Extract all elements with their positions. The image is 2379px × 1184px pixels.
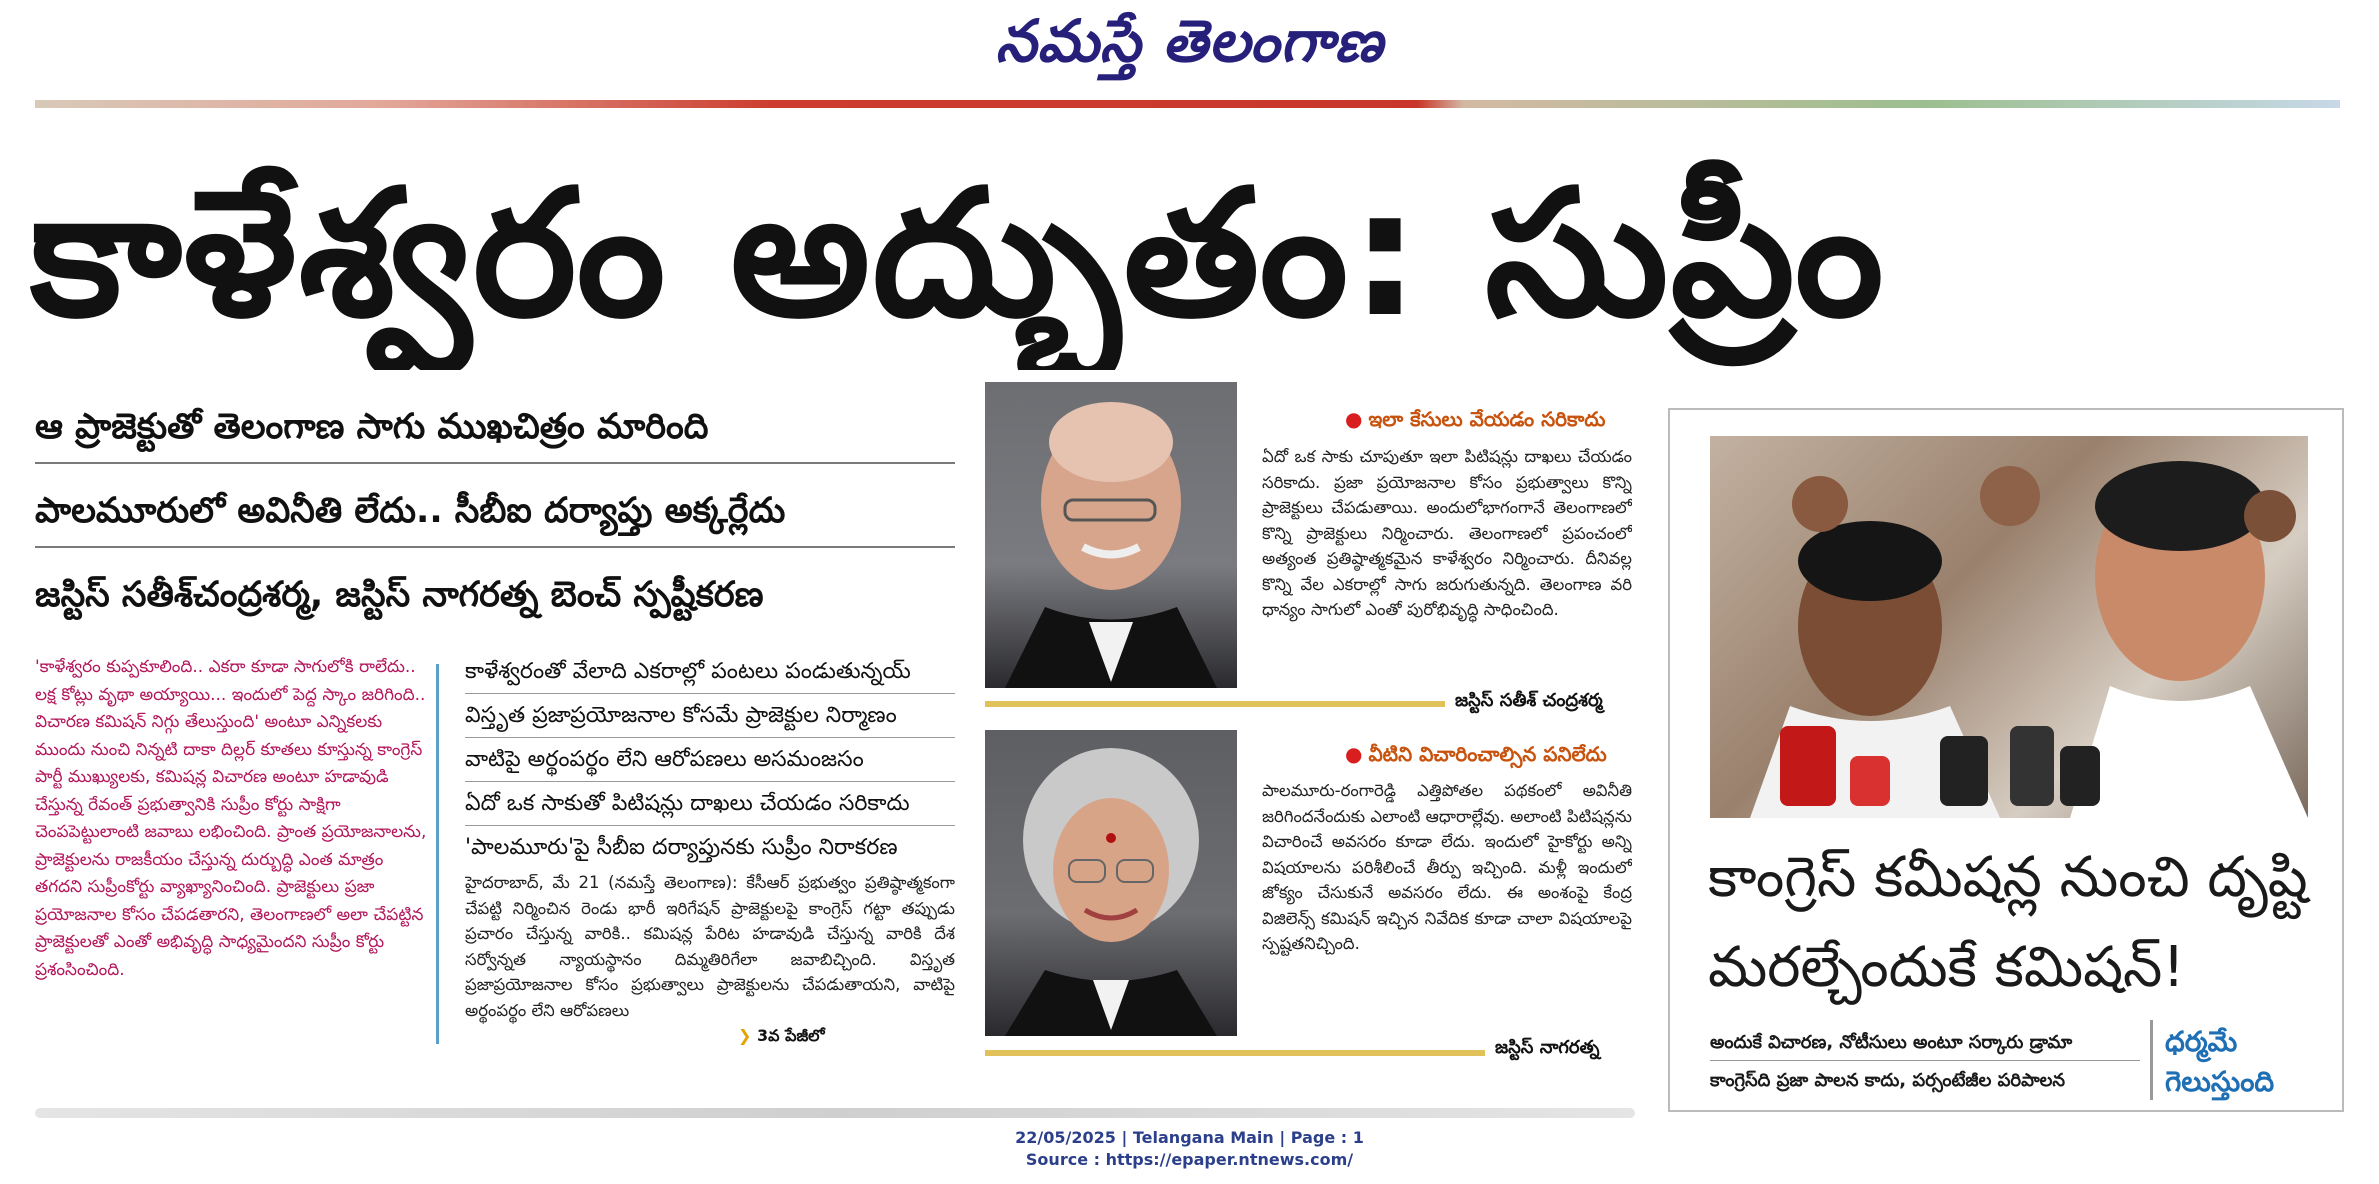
key-point: 'పాలమూరు'పై సీబీఐ దర్యాప్తునకు సుప్రీం నిరాకరణ [465, 835, 898, 860]
main-headline: కాళేశ్వరం అద్భుతం: సుప్రీం [30, 153, 1886, 356]
quote-1-text: ఏదో ఒక సాకు చూపుతూ ఇలా పిటిషన్లు దాఖలు చేయడం సరికాదు. ప్రజా ప్రయోజనాల కోసం ప్రభుత్వాలు కొన్ని ప్రాజెక్టులు చేపడుతాయి. అందులోభాగంగానే తెలంగాణలో కొన్ని ప్రాజెక్టులు నిర్మించారు. తెలంగాణలో ప్రపంచంలో అత్యంత ప్రతిష్ఠాత్మకమైన కాళేశ్వరం నిర్మించారు. దీనివల్ల కొన్ని వేల ఎకరాల్లో సాగు జరుగుతున్నది. తెలంగాణ వరి ధాన్యం సాగులో ఎంతో పురోభివృద్ధి సాధించింది. [1262, 447, 1632, 619]
press-meet-photo [1710, 436, 2308, 818]
divider [35, 462, 955, 464]
quote-2-text: పాలమూరు-రంగారెడ్డి ఎత్తిపోతల పథకంలో అవినీతి జరిగిందనేందుకు ఎలాంటి ఆధారాల్లేవు. అలాంటి పిటిషన్లను విచారించే అవసరం కూడా లేదు. ఇందులో హైకోర్టు అన్ని విషయాలను పరిశీలించే తీర్పు ఇచ్చింది. మళ్లీ ఇందులో జోక్యం చేసుకునే అవసరం లేదు. ఈ అంశంపై కేంద్ర విజిలెన్స్ కమిషన్ ఇచ్చిన నివేదిక కూడా చాలా విషయాలపై స్పష్టతనిచ్చింది. [1262, 781, 1632, 953]
subhead-3: జస్టిస్ సతీశ్‌చంద్రశర్మ, జస్టిస్ నాగరత్న బెంచ్ స్పష్టీకరణ [35, 575, 764, 615]
tag-line-2: గెలుస్తుంది [2165, 1065, 2275, 1098]
tag-line-1: ధర్మమే [2165, 1025, 2238, 1058]
dateline-paragraph: హైదరాబాద్, మే 21 (నమస్తే తెలంగాణ): కేసీఆర్ ప్రభుత్వం ప్రతిష్ఠాత్మకంగా చేపట్టి నిర్మించిన రెండు భారీ ఇరిగేషన్ ప్రాజెక్టులపై కాంగ్రెస్ గట్టా తప్పుడు ప్రచారం చేస్తున్న వారికి.. కమిషన్ల పేరిట హడావుడి చేస్తున్న వారికి దేశ సర్వోన్నత న్యాయస్థానం దిమ్మతిరిగేలా జవాబిచ్చింది. విస్తృత ప్రజాప్రయోజనాల కోసం ప్రభుత్వాలు ప్రాజెక్టులను చేపడుతాయని, వాటిపై అర్థంపర్థం లేని ఆరోపణలు [465, 873, 955, 1020]
portrait-illustration [985, 730, 1237, 1036]
quote-1-caption: జస్టిస్ సతీశ్ చంద్రశర్మ [1455, 690, 1603, 711]
footer-source-link[interactable]: Source : https://epaper.ntnews.com/ [1025, 1150, 1354, 1169]
continued-note[interactable] [738, 1026, 825, 1049]
justice-sharma-photo [985, 382, 1237, 688]
footer-edition-line: 22/05/2025 | Telangana Main | Page : 1 [1015, 1128, 1364, 1147]
key-point: విస్తృత ప్రజాప్రయోజనాల కోసమే ప్రాజెక్టుల నిర్మాణం [465, 694, 955, 738]
subhead-2: పాలమూరులో అవినీతి లేదు.. సీబీఐ దర్యాప్తు అక్కర్లేదు [35, 491, 786, 531]
quote-1-heading [1345, 407, 1605, 436]
tag-line [2165, 1022, 2274, 1102]
bullet-dot-icon: ● [1345, 407, 1363, 431]
portrait-illustration [985, 382, 1237, 688]
quote-2-caption: జస్టిస్ నాగరత్న [1495, 1037, 1600, 1058]
top-photo-strip [35, 100, 2340, 108]
bullet-dot-icon: ● [1345, 742, 1363, 766]
subhead-1: ఆ ప్రాజెక్టుతో తెలంగాణ సాగు ముఖచిత్రం మారింది [35, 407, 709, 447]
intro-column [35, 654, 430, 984]
quote-1-heading-text: ఇలా కేసులు వేయడం సరికాదు [1368, 407, 1606, 431]
key-point: వాటిపై అర్థంపర్థం లేని ఆరోపణలు అసమంజసం [465, 738, 955, 782]
intro-paragraph: 'కాళేశ్వరం కుప్పకూలింది.. ఎకరా కూడా సాగులోకి రాలేదు.. లక్ష కోట్లు వృథా అయ్యాయి... ఇందులో పెద్ద స్కాం జరిగింది.. విచారణ కమిషన్ నిగ్గు తేలుస్తుంది' అంటూ ఎన్నికలకు ముందు నుంచి నిన్నటి దాకా దిల్లర్ కూతలు కూస్తున్న కాంగ్రెస్ పార్టీ ముఖ్యులకు, కమిషన్ల విచారణ అంటూ హడావుడి చేస్తున్న రేవంత్ ప్రభుత్వానికి సుప్రీం కోర్టు సాక్షిగా చెంపపెట్టులాంటి జవాబు లభించింది. ప్రాంత ప్రయోజనాలను, ప్రాజెక్టులను రాజకీయం చేస్తున్న దుర్బుద్ధి ఎంత మాత్రం తగదని సుప్రీంకోర్టు వ్యాఖ్యానించింది. ప్రాజెక్టులు ప్రజా ప్రయోజనాల కోసం చేపడతారని, తెలంగాణలో అలా చేపట్టిన ప్రాజెక్టులతో ఎంతో అభివృద్ధి సాధ్యమైందని సుప్రీం కోర్టు ప్రశంసించింది. [35, 657, 427, 980]
masthead: నమస్తే తెలంగాణ [995, 7, 1384, 75]
continued-label: 3వ పేజీలో [756, 1026, 825, 1045]
key-point: ఏదో ఒక సాకుతో పిటిషన్లు దాఖలు చేయడం సరికాదు [465, 782, 955, 826]
gold-rule [985, 1050, 1485, 1056]
related-bullet-2: కాంగ్రెస్‌ది ప్రజా పాలన కాదు, పర్సంటేజీల పరిపాలన [1710, 1070, 2066, 1091]
key-point: కాళేశ్వరంతో వేలాది ఎకరాల్లో పంటలు పండుతున్నయ్ [465, 650, 955, 694]
related-bullet-1: అందుకే విచారణ, నోటీసులు అంటూ సర్కారు డ్రామా [1710, 1026, 2140, 1061]
quote-2-heading-text: వీటిని విచారించాల్సిన పనిలేదు [1368, 742, 1607, 766]
related-headline-line-2: మరల్చేందుకే కమిషన్! [1708, 935, 2185, 1000]
vertical-divider [2150, 1020, 2153, 1100]
press-meet-illustration [1710, 436, 2308, 818]
quote-2-heading [1345, 742, 1607, 771]
arrow-icon: ❯ [738, 1026, 752, 1045]
key-points [465, 650, 955, 869]
divider [35, 546, 955, 548]
column-divider [436, 664, 439, 1044]
related-headline-line-1: కాంగ్రెస్ కమీషన్ల నుంచి దృష్టి [1708, 845, 2308, 910]
justice-nagarathna-photo [985, 730, 1237, 1036]
gold-rule [985, 701, 1445, 707]
cropped-next-headline [35, 1108, 1635, 1118]
